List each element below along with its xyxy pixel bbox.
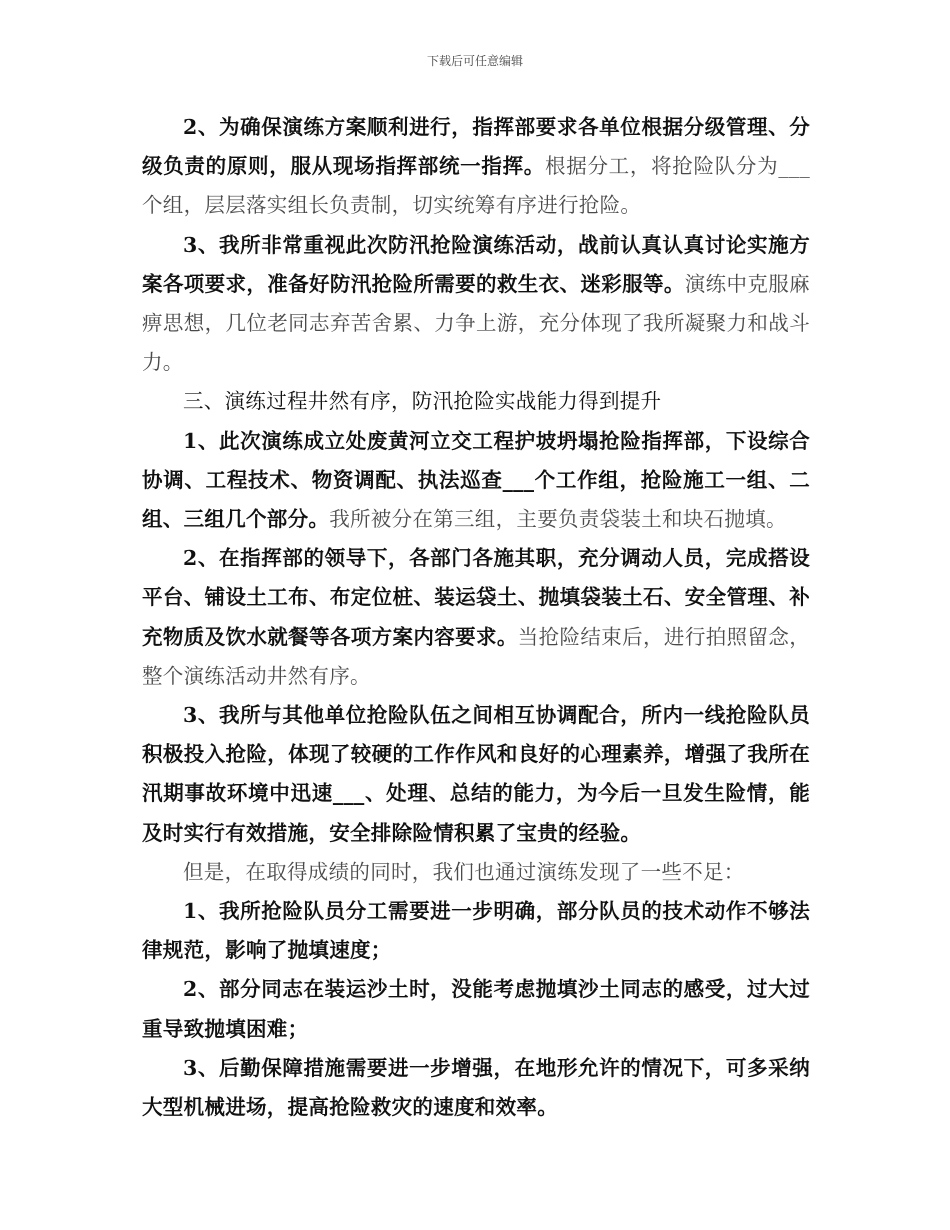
paragraph-2-bold: 3、我所非常重视此次防汛抢险演练活动，战前认真认真讨论实施方案各项要求，准备好防汛抢险所需要的救生衣、迷彩服等。 (142, 232, 810, 296)
paragraph-5-normal: 当抢险结束后，进行拍照留念，整个演练活动井然有序。 (142, 624, 810, 688)
paragraph-8 (142, 892, 810, 970)
paragraph-6 (142, 696, 810, 853)
paragraph-6-bold: 3、我所与其他单位抢险队伍之间相互协调配合，所内一线抢险队员积极投入抢险，体现了较硬的工作作风和良好的心理素养，增强了我所在汛期事故环境中迅速___、处理、总结的能力，为今后一旦发生险情，能及时实行有效措施，安全排除险情积累了宝贵的经验。 (142, 703, 810, 845)
document-body (142, 108, 810, 1127)
paragraph-1-normal: 根据分工，将抢险队分为___个组，层层落实组长负责制，切实统筹有序进行抢险。 (142, 154, 811, 218)
paragraph-7 (142, 853, 810, 892)
page-header: 下载后可任意编辑 (426, 54, 523, 68)
paragraph-1 (142, 108, 810, 226)
paragraph-2-normal: 演练中克服麻痹思想，几位老同志弃苦舍累、力争上游，充分体现了我所凝聚力和战斗力。 (142, 271, 810, 375)
paragraph-10-bold: 3、后勤保障措施需要进一步增强，在地形允许的情况下，可多采纳大型机械进场，提高抢险救灾的速度和效率。 (142, 1055, 810, 1120)
paragraph-9 (142, 970, 810, 1048)
paragraph-4-bold: 1、此次演练成立处废黄河立交工程护坡坍塌抢险指挥部，下设综合协调、工程技术、物资调配、执法巡查___个工作组，抢险施工一组、二组、三组几个部分。 (142, 428, 810, 532)
paragraph-4-normal: 我所被分在第三组，主要负责袋装土和块石抛填。 (329, 507, 787, 532)
paragraph-9-bold: 2、部分同志在装运沙土时，没能考虑抛填沙土同志的感受，过大过重导致抛填困难； (142, 977, 810, 1041)
section-heading-text: 三、演练过程井然有序，防汛抢险实战能力得到提升 (183, 389, 662, 414)
paragraph-8-bold: 1、我所抢险队员分工需要进一步明确，部分队员的技术动作不够法律规范，影响了抛填速度； (142, 899, 810, 963)
paragraph-2 (142, 226, 810, 383)
paragraph-1-bold: 2、为确保演练方案顺利进行，指挥部要求各单位根据分级管理、分级负责的原则，服从现场指挥部统一指挥。 (142, 115, 810, 179)
paragraph-5 (142, 539, 810, 696)
paragraph-7-normal: 但是，在取得成绩的同时，我们也通过演练发现了一些不足： (183, 859, 745, 884)
section-heading-3 (142, 382, 810, 421)
paragraph-4 (142, 422, 810, 540)
paragraph-5-bold: 2、在指挥部的领导下，各部门各施其职，充分调动人员，完成搭设平台、铺设土工布、布定位桩、装运袋土、抛填袋装土石、安全管理、补充物质及饮水就餐等各项方案内容要求。 (142, 546, 810, 649)
paragraph-10 (142, 1049, 810, 1127)
